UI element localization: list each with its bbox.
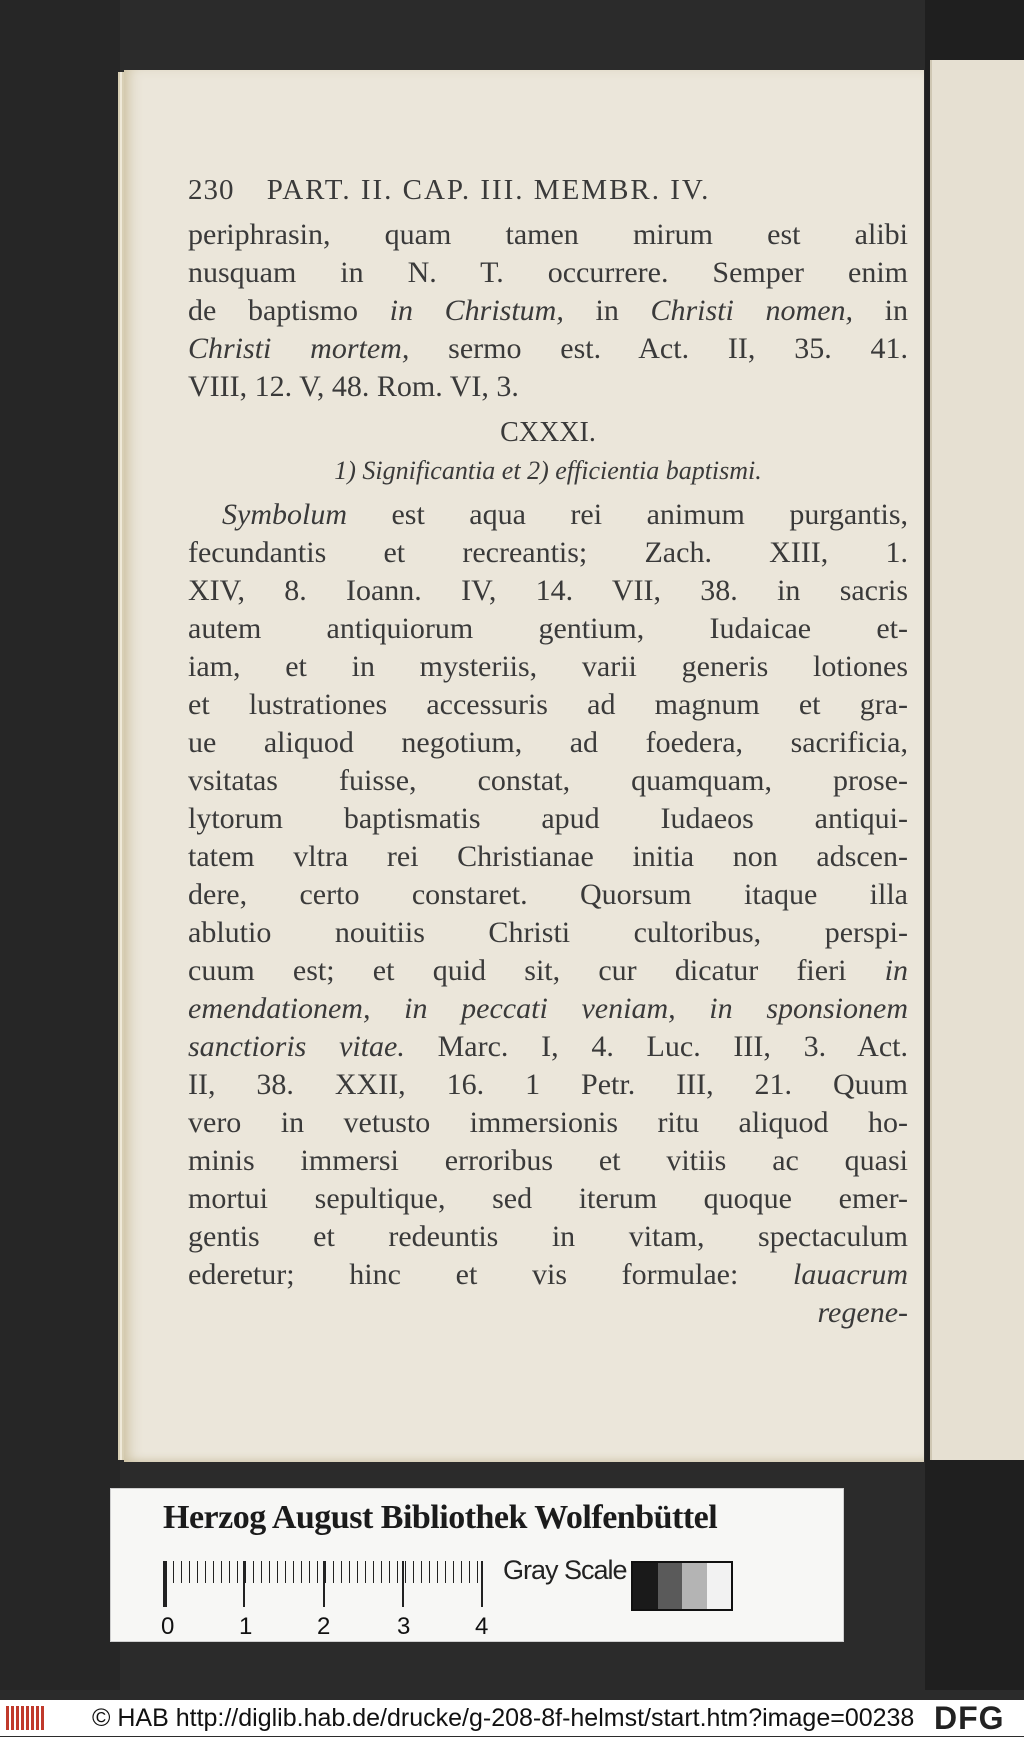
text-line: ablutio nouitiis Christi cultoribus, perspi-: [188, 916, 908, 949]
text-line: dere, certo constaret. Quorsum itaque illa: [188, 878, 908, 911]
ruler-major-tick: [165, 1561, 167, 1607]
section-subheading: [188, 452, 908, 490]
text-line: II, 38. XXII, 16. 1 Petr. III, 21. Quum: [188, 1068, 908, 1101]
italic-span: in Christum,: [389, 294, 564, 327]
italic-span: Significantia et: [362, 456, 521, 485]
text-line: fecundantis et recreantis; Zach. XIII, 1.: [188, 536, 908, 569]
text-line: vsitatas fuisse, constat, quamquam, prose-: [188, 764, 908, 797]
text-line: [188, 292, 908, 330]
text-line: lytorum baptismatis apud Iudaeos antiqui-: [188, 802, 908, 835]
text-line: iam, et in mysteriis, varii generis lotiones: [188, 650, 908, 683]
text-line: [188, 1256, 908, 1294]
source-link[interactable]: © HAB http://diglib.hab.de/drucke/g-208-8f-helmst/start.htm?image=00238: [92, 1704, 915, 1732]
italic-span: Christi mortem,: [188, 332, 410, 365]
text-line: [188, 1028, 908, 1066]
page-text: [188, 170, 908, 1332]
italic-span: lauacrum: [793, 1258, 908, 1291]
text-line: gentis et redeuntis in vitam, spectaculum: [188, 1220, 908, 1253]
text-line: emendationem, in peccati veniam, in sponsionem: [188, 992, 908, 1025]
text-line: minis immersi erroribus et vitiis ac quasi: [188, 1144, 908, 1177]
text-span: in: [853, 294, 909, 327]
text-line: ue aliquod negotium, ad foedera, sacrificia,: [188, 726, 908, 759]
ruler-major-tick: [481, 1561, 483, 1607]
text-line: [188, 330, 908, 368]
italic-span: sanctioris vitae.: [188, 1030, 405, 1063]
hab-logo-icon: [6, 1706, 46, 1730]
text-line: [188, 496, 908, 534]
text-line: [188, 952, 908, 990]
ruler-number: 1: [239, 1613, 253, 1640]
color-reference-card: [110, 1488, 844, 1642]
text-span: de baptismo: [188, 294, 390, 327]
ruler-number: 4: [475, 1613, 489, 1640]
text-span: sermo est. Act. II, 35. 41.: [409, 332, 908, 365]
text-line: nusquam in N. T. occurrere. Semper enim: [188, 256, 908, 289]
italic-span: in: [884, 954, 908, 987]
ruler-number: 0: [161, 1613, 175, 1640]
italic-span: Symbolum: [222, 498, 347, 531]
text-span: est aqua rei animum purgantis,: [346, 498, 908, 531]
text-line: autem antiquiorum gentium, Iudaicae et-: [188, 612, 908, 645]
text-line: VIII, 12. V, 48. Rom. VI, 3.: [188, 370, 519, 403]
card-title: Herzog August Bibliothek Wolfenbüttel: [163, 1499, 718, 1536]
text-line: mortui sepultique, sed iterum quoque emer-: [188, 1182, 908, 1215]
gray-swatch: [682, 1563, 707, 1609]
page-number: 230: [188, 174, 235, 206]
running-head: PART. II. CAP. III. MEMBR. IV.: [266, 174, 711, 206]
text-line: et lustrationes accessuris ad magnum et gra-: [188, 688, 908, 721]
ruler-major-tick: [243, 1561, 245, 1607]
text-span: 1): [334, 456, 363, 485]
text-line: tatem vltra rei Christianae initia non adscen-: [188, 840, 908, 873]
gray-swatch: [633, 1563, 658, 1609]
text-span: cuum est; et quid sit, cur dicatur fieri: [188, 954, 885, 987]
ruler-major-tick: [323, 1561, 325, 1607]
text-line: vero in vetusto immersionis ritu aliquod ho-: [188, 1106, 908, 1139]
text-line: periphrasin, quam tamen mirum est alibi: [188, 218, 908, 251]
scan-backdrop-left: [0, 0, 120, 1690]
italic-span: efficientia baptismi.: [555, 456, 762, 485]
running-header: [188, 170, 908, 210]
catchword: regene-: [817, 1296, 908, 1329]
scale-ruler: [163, 1561, 485, 1607]
gray-scale-swatches: [631, 1561, 733, 1611]
text-span: 2): [520, 456, 556, 485]
text-span: Marc. I, 4. Luc. III, 3. Act.: [404, 1030, 908, 1063]
ruler-major-tick: [402, 1561, 404, 1607]
viewer-footer: [0, 1700, 1024, 1736]
gray-swatch: [658, 1563, 683, 1609]
gray-swatch: [707, 1563, 732, 1609]
gray-scale-label: Gray Scale: [503, 1555, 627, 1585]
italic-span: Christi nomen,: [650, 294, 854, 327]
section-number: CXXXI.: [500, 417, 596, 448]
adjacent-page: [930, 60, 1024, 1460]
text-span: in: [563, 294, 651, 327]
ruler-number: 3: [397, 1613, 411, 1640]
text-span: ederetur; hinc et vis formulae:: [188, 1258, 793, 1291]
text-line: XIV, 8. Ioann. IV, 14. VII, 38. in sacris: [188, 574, 908, 607]
ruler-number: 2: [317, 1613, 331, 1640]
dfg-logo: DFG: [934, 1700, 1005, 1736]
